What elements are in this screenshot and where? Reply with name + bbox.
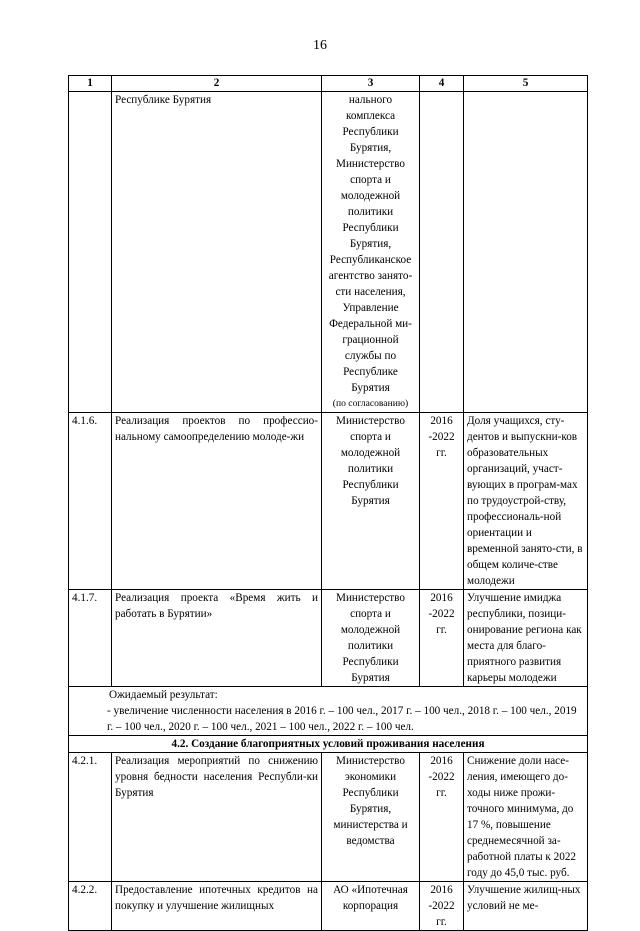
table-row	[69, 753, 588, 882]
column-header-3: 3	[322, 76, 420, 92]
column-header-2: 2	[112, 76, 322, 92]
responsible-line: АО «Ипотечная	[333, 884, 408, 896]
expected-result-label: Ожидаемый результат:	[109, 689, 218, 701]
responsible-line: Министерство	[336, 415, 405, 427]
responsible-line: политики	[347, 640, 394, 652]
row-title: Реализация проектов по профессио-нальному самоопределению молоде-жи	[112, 413, 322, 590]
row-result: Снижение доли насе-ления, имеющего до-ходы ниже прожи-точного минимума, до 17 %, повышение среднемесячной за-работной платы к 2022 году до 45,0 тыс. руб.	[464, 753, 588, 882]
responsible-line: экономики	[344, 771, 397, 783]
responsible-line: спорта и	[350, 174, 391, 186]
page-number: 16	[313, 38, 327, 53]
responsible-line: Республике	[343, 366, 398, 378]
row-responsible	[322, 590, 420, 687]
responsible-line: Республики	[342, 479, 399, 491]
responsible-line: политики	[347, 206, 394, 218]
table-header-row	[69, 76, 588, 92]
responsible-line: спорта и	[350, 431, 391, 443]
responsible-line: комплекса	[345, 110, 396, 122]
responsible-line: Министерство	[336, 592, 405, 604]
row-result	[464, 92, 588, 413]
responsible-line: молодежной	[340, 447, 401, 459]
row-period	[420, 753, 464, 882]
row-responsible	[322, 413, 420, 590]
row-title: Предоставление ипотечных кредитов на покупку и улучшение жилищных	[112, 882, 322, 931]
period-end: -2022 гг.	[428, 771, 455, 799]
expected-result	[69, 687, 588, 736]
responsible-line: Бурятия	[351, 495, 390, 507]
row-responsible	[322, 882, 420, 931]
row-title: Реализация мероприятий по снижению уровня бедности населения Республи-ки Бурятия	[112, 753, 322, 882]
responsible-line: Республики	[342, 222, 399, 234]
table-row	[69, 413, 588, 590]
responsible-line: сти населения,	[335, 286, 406, 298]
section-row	[69, 736, 588, 753]
responsible-line: корпорация	[342, 900, 399, 912]
responsible-line: Бурятия,	[349, 238, 392, 250]
period-end: -2022 гг.	[428, 608, 455, 636]
period-end: -2022 гг.	[428, 431, 455, 459]
column-header-5: 5	[464, 76, 588, 92]
column-header-1: 1	[69, 76, 112, 92]
period-start: 2016	[430, 415, 453, 427]
responsible-line: Республики	[342, 656, 399, 668]
responsible-line: Федеральной ми-	[329, 318, 412, 330]
responsible-line: Бурятия	[351, 672, 390, 684]
column-header-4: 4	[420, 76, 464, 92]
table-row	[69, 590, 588, 687]
responsible-line: политики	[347, 463, 394, 475]
row-responsible	[322, 753, 420, 882]
responsible-line: Бурятия,	[349, 142, 392, 154]
row-result: Улучшение имиджа республики, позици-онирование региона как места для благо-приятного развития карьеры молодежи	[464, 590, 588, 687]
responsible-line: Республики	[342, 126, 399, 138]
row-responsible	[322, 92, 420, 413]
measures-table	[68, 75, 588, 931]
responsible-line: ведомства	[346, 835, 395, 847]
row-number: 4.1.7.	[69, 590, 112, 687]
responsible-note: (по согласованию)	[332, 398, 409, 409]
row-number: 4.2.1.	[69, 753, 112, 882]
expected-result-text: - увеличение численности населения в 2016 г. – 100 чел., 2017 г. – 100 чел., 2018 г. – 100 чел., 2019 г. – 100 чел., 2020 г. – 100 чел., 2021 – 100 чел., 2022 г. – 100 чел.	[107, 705, 577, 733]
responsible-line: Республиканское	[329, 254, 412, 266]
responsible-line: Бурятия,	[349, 803, 392, 815]
row-title: Реализация проекта «Время жить и работать в Бурятии»	[112, 590, 322, 687]
responsible-line: грационной	[342, 334, 399, 346]
row-number: 4.1.6.	[69, 413, 112, 590]
row-result: Улучшение жилищ-ных условий не ме-	[464, 882, 588, 931]
row-period	[420, 413, 464, 590]
table-row	[69, 882, 588, 931]
row-period	[420, 882, 464, 931]
responsible-line: Министерство	[336, 755, 405, 767]
period-start: 2016	[430, 884, 453, 896]
responsible-line: агентство занято-	[328, 270, 413, 282]
responsible-line: молодежной	[340, 190, 401, 202]
period-end: -2022 гг.	[428, 900, 455, 928]
responsible-line: Министерство	[336, 158, 405, 170]
responsible-line: молодежной	[340, 624, 401, 636]
responsible-line: министерства и	[333, 819, 408, 831]
responsible-line: нального	[348, 94, 393, 106]
row-period	[420, 92, 464, 413]
responsible-line: спорта и	[350, 608, 391, 620]
row-title: Республике Бурятия	[112, 92, 322, 413]
period-start: 2016	[430, 592, 453, 604]
responsible-line: Бурятия	[351, 382, 390, 394]
section-heading: 4.2. Создание благоприятных условий проживания населения	[69, 736, 588, 753]
responsible-line: службы по	[344, 350, 397, 362]
row-number	[69, 92, 112, 413]
responsible-line: Управление	[342, 302, 399, 314]
responsible-line: Республики	[342, 787, 399, 799]
row-result: Доля учащихся, сту-дентов и выпускни-ков образовательных организаций, участ-вующих в програм-мах по трудоустрой-ству, профессиональ-ной ориентации и временной занято-сти, в общем количе-стве молодежи	[464, 413, 588, 590]
expected-result-row	[69, 687, 588, 736]
table-row-continued	[69, 92, 588, 413]
row-period	[420, 590, 464, 687]
row-number: 4.2.2.	[69, 882, 112, 931]
period-start: 2016	[430, 755, 453, 767]
